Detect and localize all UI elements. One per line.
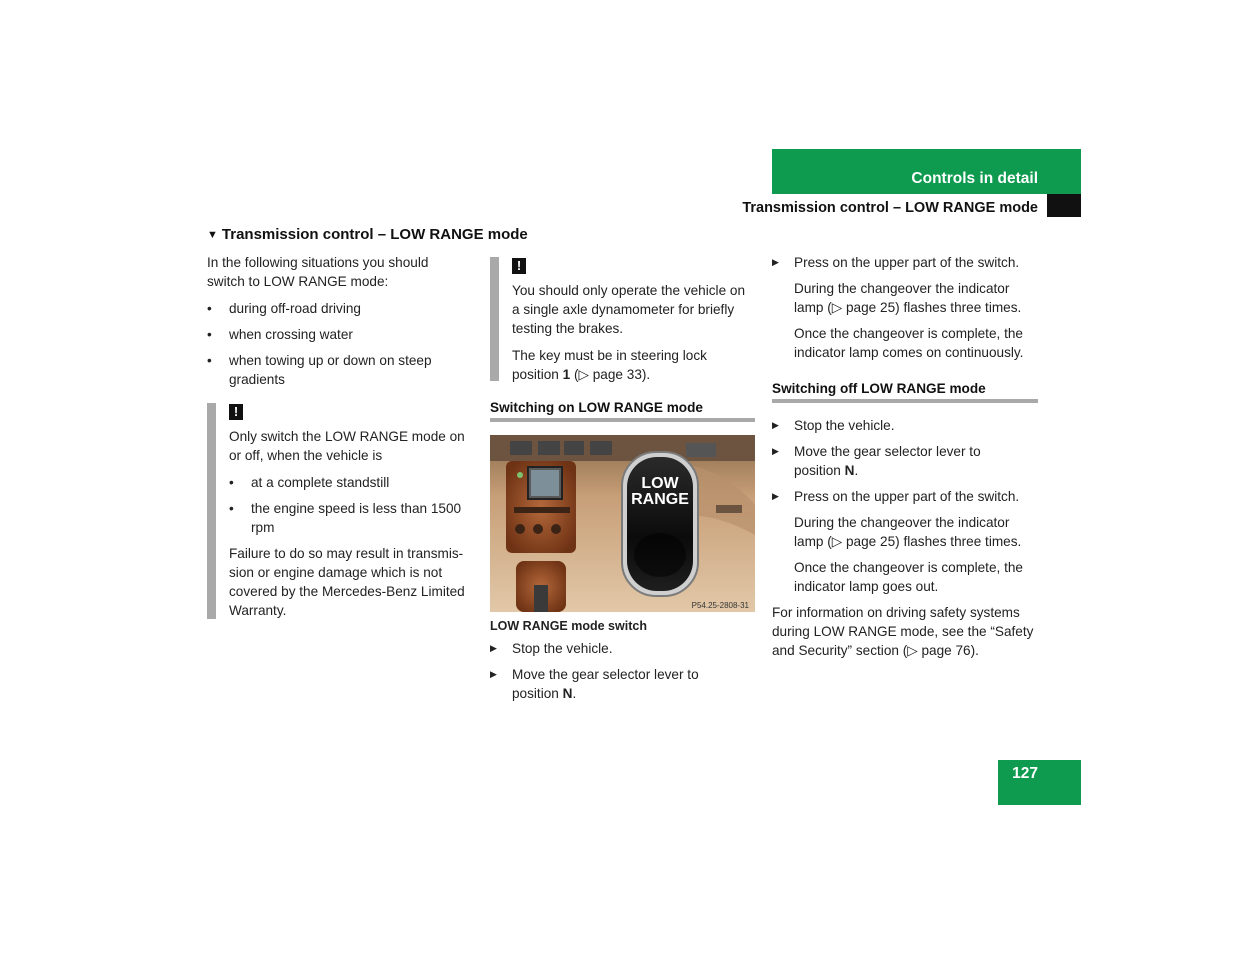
arrow-right-icon: ▶: [772, 446, 779, 456]
list-item: ▶ Move the gear selector lever to position N.: [772, 444, 981, 478]
bullet-icon: •: [207, 327, 212, 342]
info-paragraph: Once the changeover is complete, the indicator lamp goes out.: [794, 560, 1023, 594]
arrow-right-icon: ▶: [772, 257, 779, 267]
exclamation-icon: !: [229, 404, 243, 420]
switch-label-low: LOW: [641, 475, 679, 492]
running-head: Transmission control – LOW RANGE mode: [742, 200, 1038, 216]
column-3-bottom: [772, 416, 1040, 660]
info-paragraph: During the changeover the indicator lamp (▷ page 25) flashes three times.: [794, 281, 1022, 315]
bullet-icon: •: [207, 301, 212, 316]
header-tab: [772, 149, 1081, 194]
info-paragraph: For information on driving safety systems during LOW RANGE mode, see the “Safety and Security” section (▷ page 76).: [772, 605, 1034, 658]
switch-label-range: RANGE: [631, 491, 689, 508]
photo-ref-code: P54.25-2808-31: [691, 601, 749, 610]
column-3-top: [772, 253, 1040, 362]
arrow-right-icon: ▶: [490, 669, 497, 679]
bullet-icon: •: [207, 353, 212, 368]
subhead-switching-off: Switching off LOW RANGE mode: [772, 381, 1038, 403]
arrow-right-icon: ▶: [490, 643, 497, 653]
bullet-icon: •: [229, 501, 234, 516]
note-text: Only switch the LOW RANGE mode on or off, when the vehicle is: [229, 429, 465, 463]
list-item: • when crossing water: [207, 327, 353, 342]
list-item: • when towing up or down on steep gradients: [207, 353, 432, 387]
section-title-text: Transmission control – LOW RANGE mode: [221, 226, 528, 243]
page-number-tab: [998, 760, 1081, 805]
photo-caption: LOW RANGE mode switch: [490, 619, 647, 633]
bullet-icon: •: [229, 475, 234, 490]
warning-note-2: [490, 257, 755, 381]
exclamation-icon: !: [512, 258, 526, 274]
note-text: The key must be in steering lock position 1 (▷ page 33).: [512, 348, 707, 382]
steps-on: [490, 639, 755, 703]
note-text: You should only operate the vehicle on a single axle dynamometer for briefly testing the brakes.: [512, 283, 746, 336]
arrow-right-icon: ▶: [772, 420, 779, 430]
subhead-switching-on: Switching on LOW RANGE mode: [490, 400, 755, 422]
dashboard-illustration: [490, 435, 755, 612]
list-item: ▶ Stop the vehicle.: [772, 418, 895, 433]
intro-paragraph: In the following situations you should switch to LOW RANGE mode:: [207, 255, 429, 289]
black-tab: [1047, 194, 1081, 217]
list-item: • the engine speed is less than 1500 rpm: [229, 501, 462, 535]
column-1: [207, 253, 469, 389]
info-paragraph: During the changeover the indicator lamp (▷ page 25) flashes three times.: [794, 515, 1022, 549]
list-item: ▶ Stop the vehicle.: [490, 641, 613, 656]
list-item: • during off-road driving: [207, 301, 361, 316]
info-paragraph: Once the changeover is complete, the indicator lamp comes on continuously.: [794, 326, 1024, 360]
page-number: 127: [1012, 765, 1038, 782]
note-footer: Failure to do so may result in transmis-sion or engine damage which is not covered by the Mercedes-Benz Limited Warranty.: [229, 546, 465, 618]
list-item: ▶ Move the gear selector lever to position N.: [490, 667, 699, 701]
warning-note-1: [207, 403, 474, 619]
header-title: Controls in detail: [911, 170, 1038, 187]
arrow-right-icon: ▶: [772, 491, 779, 501]
section-title: [207, 226, 528, 243]
list-item: • at a complete standstill: [229, 475, 390, 490]
list-item: ▶ Press on the upper part of the switch.: [772, 489, 1020, 504]
low-range-switch-photo: [490, 435, 755, 612]
list-item: ▶ Press on the upper part of the switch.: [772, 255, 1020, 270]
triangle-down-icon: ▼: [207, 229, 218, 241]
